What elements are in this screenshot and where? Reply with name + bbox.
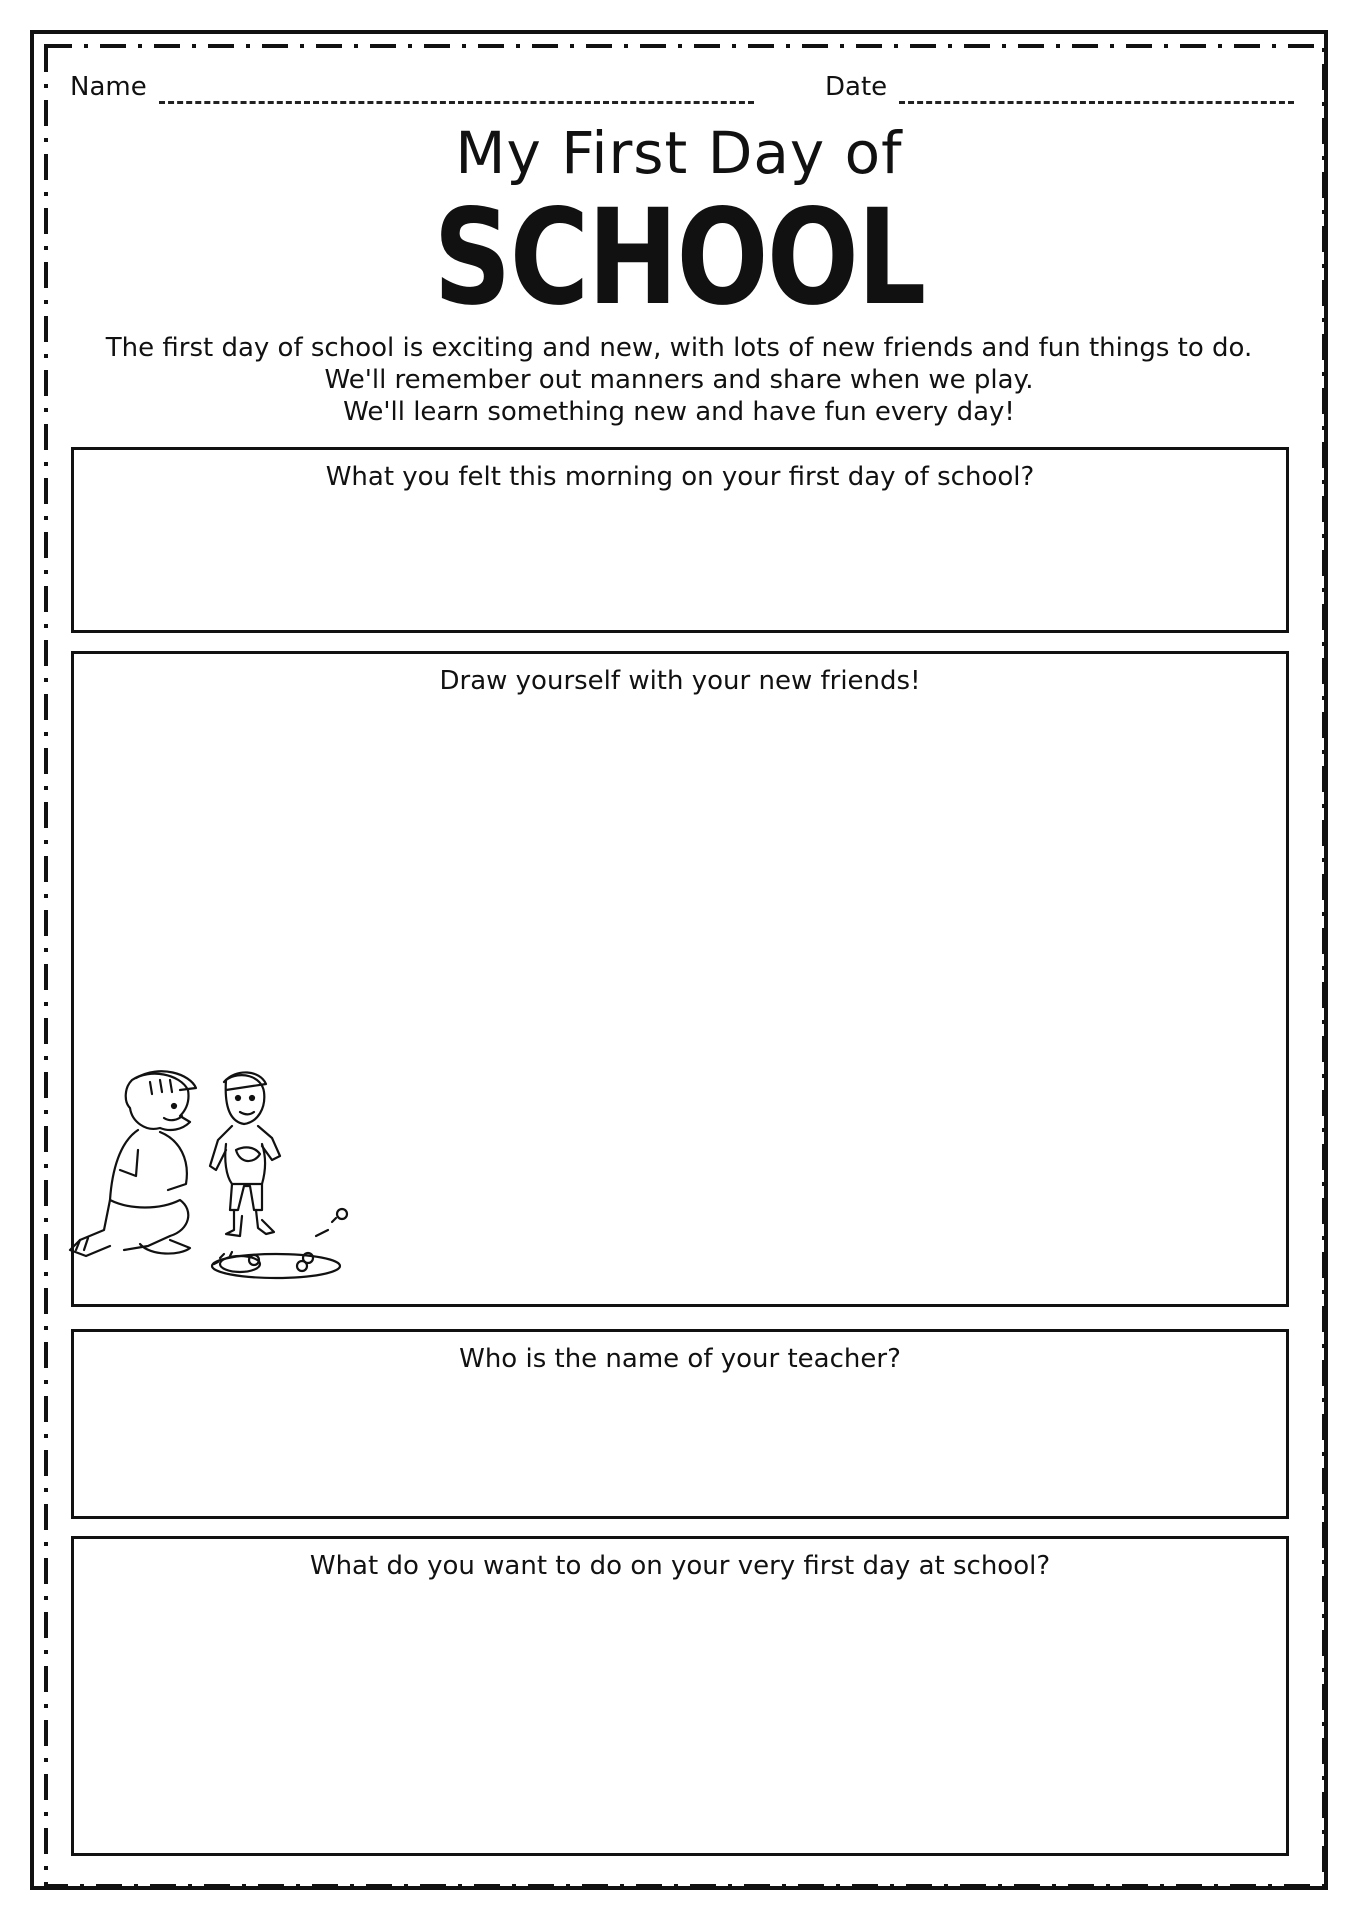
drawing-prompt: Draw yourself with your new friends! (439, 666, 921, 696)
plans-question: What do you want to do on your very first day at school? (309, 1551, 1051, 1581)
kids-playing-marbles-icon (40, 1060, 350, 1300)
date-line[interactable] (899, 75, 1294, 104)
title-subheading: My First Day of (455, 119, 903, 187)
date-label: Date (825, 72, 888, 102)
header-row (70, 70, 1290, 110)
intro-text (80, 332, 1278, 428)
title-heading: SCHOOL (433, 181, 925, 335)
name-line[interactable] (159, 75, 754, 104)
date-field[interactable] (825, 70, 1294, 104)
plans-box (71, 1536, 1289, 1856)
feelings-question: What you felt this morning on your first day of school? (325, 462, 1035, 492)
intro-line: We'll remember out manners and share when we play. (324, 365, 1034, 395)
teacher-question: Who is the name of your teacher? (459, 1344, 901, 1374)
intro-line: The first day of school is exciting and new, with lots of new friends and fun things to do. (105, 333, 1253, 363)
plans-answer-area[interactable] (84, 1593, 1276, 1843)
teacher-box (71, 1329, 1289, 1519)
teacher-answer-area[interactable] (84, 1386, 1276, 1506)
feelings-box (71, 447, 1289, 633)
name-field[interactable] (70, 70, 754, 104)
name-label: Name (70, 72, 147, 102)
feelings-answer-area[interactable] (84, 504, 1276, 620)
intro-line: We'll learn something new and have fun every day! (343, 397, 1015, 427)
